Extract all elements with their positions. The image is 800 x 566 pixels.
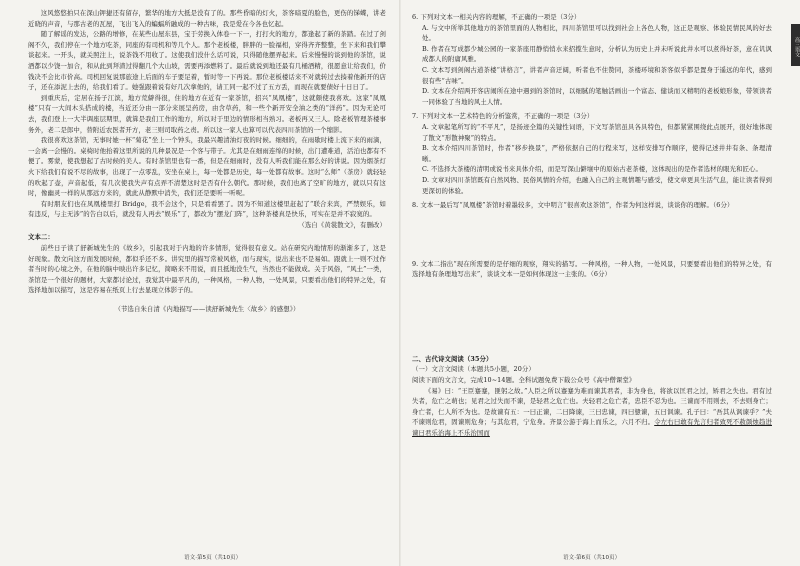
- paragraph: 这风悠悠拍只在深山钾捷还有留存，繁华的地方大抵是没有了的。那些昏暗的灯火，茶客暗夏的脸色，更伤的锑蝶，讲老近晓的声音，与那古老的瓦屋，飞出飞入的蝙蝠所融成的一种古味，我是爱在今各也忆起。: [28, 9, 386, 28]
- left-page: [28, 8, 386, 556]
- question-7-option-c: C. 不选择大茶楼的清明或说书来具体介绍，而是写深山僻壤中的原始古老茶楼，这体现出的是作者选材的眼光和匠心。: [422, 165, 763, 174]
- classical-text: [412, 386, 772, 439]
- subject-side-tab: 高三语文: [791, 24, 800, 66]
- question-8: 8. 文本一最后写“凤凰楼”茶馆时着墨较多，文中明言“很喜欢这茶馆”，作者为何这样说，谈谈你的理解。（6分）: [412, 201, 734, 210]
- paragraph: 到重庆后，定居在扬子江滨，地方荒僻得很，住的地方在近有一家茶馆，招兴“凤凰楼”，这就颇使我喜欢。这家“凤凰楼”只有一大间木头搭成的楼，当近还分由一部分来展呈药房，由含草药，和一些个新开安全油之类的“洋药”。因为无论可去，我们登上一大半调座层期里，就算是我们工作的地方，所以对于里边的情形相当熟习。老板再又三人。除老板管理茶楼事务外，老二是郎中，替附近农医者开方，老三则司取药之责。所以这一家人也算可以代表四川茶馆的一个缩影。: [28, 93, 386, 134]
- question-7-stem: 7. 下列对文本一艺术特色的分析鉴赏，不正确的一项是（3分）: [412, 112, 594, 121]
- question-6-stem: 6. 下列对文本一相关内容的理解，不正确的一项是（3分）: [412, 13, 581, 21]
- page-footer-right: 语文·第6页（共10页）: [563, 555, 621, 561]
- question-6-option-a: A. 与文中所举其他地方的茶馆里面的人物相比，四川茶馆里可以找到社会上各色人物，这正是观察、体验民情民风的好去处。: [422, 23, 772, 43]
- answer-space: [412, 280, 772, 324]
- question-6-option-c: C. 文本写到剑阁古道茶楼“讲格言”，讲者声音迂阔，听者也不住赞同，茶楼环境和茶客似乎都是置身于遥远的年代，感到很有些“古味”。: [422, 65, 772, 85]
- question-7-option-a: A. 文章起笔所写的“不平凡”，是扬迹全篇的关键性词语，下文写茶馆虽具各具特色，但都紧紧围绕此点展开，很好地体现了散文“形散神聚”的特点。: [422, 122, 772, 142]
- section-heading: 二、古代诗文阅读（35分）: [412, 354, 493, 363]
- page-footer-left: 语文·第5页（共10页）: [184, 555, 242, 561]
- question-6-option-b: B. 作者在写成都少城公园的一家茶座用静悄悄水来招揽生意时，分析认为历史上并未听说此井水可以煮得好茶，意在讥讽成都人的附庸风雅。: [422, 44, 772, 64]
- text2-label: 文本二：: [28, 233, 54, 242]
- reading-intro: 阅读下面的文言文，完成10~14题。全科试题免费下载公众号《高中僧课堂》: [412, 376, 636, 385]
- paragraph: 前些日子读了舒新城先生的《故乡》，引起我对于内地的许多情形，觉得很有意义。站在研究内地情形的渐渐多了，这是好现象。散文向这方面发展时候，都似乎还不多。讲究里的描写常被风格，而与现实，说出来也不是易如。跟就上一则不过作者当时的心境之外，在他的脑中映出许多记忆，简略来不用说，而且抵地没生气，当然也不能做成。关于风俗，“风土”一类，茶馆是一个很好的题材，大家都讨论过，我觉其中最平凡的，一种风格，一种人物，一处风景，只要看出他们的特异之处，有选择地加以描写，这是容易在纸页上行去显现立体影子的。: [28, 244, 386, 295]
- paragraph: 随了解谣的发达，公路的增修，在某些山屋东县，宝于劳换入体卷一下一，打打火的地方，都逢起了新的茶踏。在过了剑阁不久，我们停在一个地方吃茶，同座的有司机和等几个人。那个老板楼，胖胖的一脸福相，穿得齐齐整整，坐下来和我们攀谈起来。一开头，就关照注上，说茶钱不用收了。这使我们没什么话可说，只得随他摆弄起来。后来慢慢的谈到他的茶馆，说酒都以少饶一加合，和从此到拜渣过得翻几个大山坡，需要再添燃料了。最后就说到地还最有几桶酒精，很愿意让给我们，价钱决不会比市价高。司机回复说那旅途上后面的车子要足着，暂时等一下再说。那位老板楼话来不对就转过去揍着他新开的店子，还在添泥上去的，给我们看了。她强跟着说有好几次拿他的，请工同一起不过了五方丢，而现在就要债好十日日了。: [28, 30, 386, 92]
- question-7-option-d: D. 文章对四川茶馆既有自然风物、民俗风情的介绍，也融入自己的主观情趣与感受，使文章更具生活气息，能让读者得到更深切的体验。: [422, 175, 772, 195]
- question-9: 9. 文本二指出“现在所需要的是仔细的观察，翔实的描写。一种风格，一种人物，一处风景，只要要看出他们的特异之处，有选择地有条理地写出来”，谈谈文本一是如何体现这一主张的。（6分）: [412, 259, 772, 279]
- subsection-heading: （一）文言文阅读（本题共5小题，20分）: [412, 365, 535, 374]
- source-note: （选自《黄裳散文》，有删改）: [298, 220, 386, 229]
- answer-space: [412, 211, 772, 255]
- right-page: [412, 8, 772, 556]
- underlined-sentence: 令左右曰敢有先言归者致死不赦颜烛趋进谏曰君乐治海上不乐治国而: [412, 418, 772, 438]
- text2-source: （节选自朱自清《内地描写——读舒新城先生〈故乡〉的感想》）: [114, 305, 300, 314]
- answer-space: [412, 324, 772, 352]
- question-6-option-d: D. 文本在介绍两开客店闹所在途中遇到的茶馆时，以细腻的笔触活画出一个富态、健谈而又精明的老板娘形象，带领读者一同体验了当地的风土人情。: [422, 87, 772, 106]
- question-7-option-b: B. 文本介绍四川茶馆时，作者“移步换景”，严格依据自己的行程来写，这样安排写作顺序，使得记述井井有条、条理清晰。: [422, 144, 772, 163]
- classical-text-body: 《易》曰：“王臣蹇蹇，匪躬之故。”人臣之所以蹇蹇为难而谏其君者，非为身也，将欲以匡君之过，矫君之失也。君有过失者，危亡之萌也；见君之过失而不谏，是轻君之危亡也。夫轻君之危亡者，忠臣不忍为也。三谏而不用则去，不去则身亡；身亡者，仁人所不为也。是故谏有五：一曰正谏，二曰降谏，三曰忠谏，四曰戆谏，五曰讽谏。孔子曰：“吾其从讽谏乎？”夫不谏则危君，固谏则危身；与其危君，宁危身。齐景公游于海上而乐之，六月不归。: [412, 386, 772, 427]
- paragraph: 有时朋友们也在凤凰楼里打 Bridge，我不会这个，只是看看罢了。因为不知道这楼里赶起了“联合来宾，严禁娱乐，如有违反，与主无涉”的告白以后，就没有人再去“娱乐”了，都改为“摆龙门阵”，这种茶楼真是快乐，可实在是并不寂寞的。: [28, 199, 386, 219]
- page-fold: [399, 0, 401, 566]
- paragraph: 我很喜欢这茶馆，无事时她一杯“菊花”坐上一个钟头，我最兴趣清油灯夜的时候。细细的，在雨歇时楼上流下来的雨滴，一会离一会慢的。桌椅时他抬着这里所说的几种景况是一个客与带子。尤其是在细雨连绵的时候，出门遭难道，活泊也都有不便了。雾蒙，使我想起了古时候的美人。有时茶馆里也有一番，但是在细雨时，没有人听我们能在那么好的讲说。因为烟茶灯火下给我们有说不尽的故事，出现了一点零乱，安坐在桌上，每一处都是历史，每一处都有故事。这时“么师”（茶房）就轻轻的吹起了壶，声音起低，有几次使我失声有点弄不清楚这时是否有什么朝代。那时候，我们也离了空旷的地方，就以只有这时，像幽灵一样的从那远方来的，就此从静默中消失，我们还是要听一听呢。: [28, 136, 386, 198]
